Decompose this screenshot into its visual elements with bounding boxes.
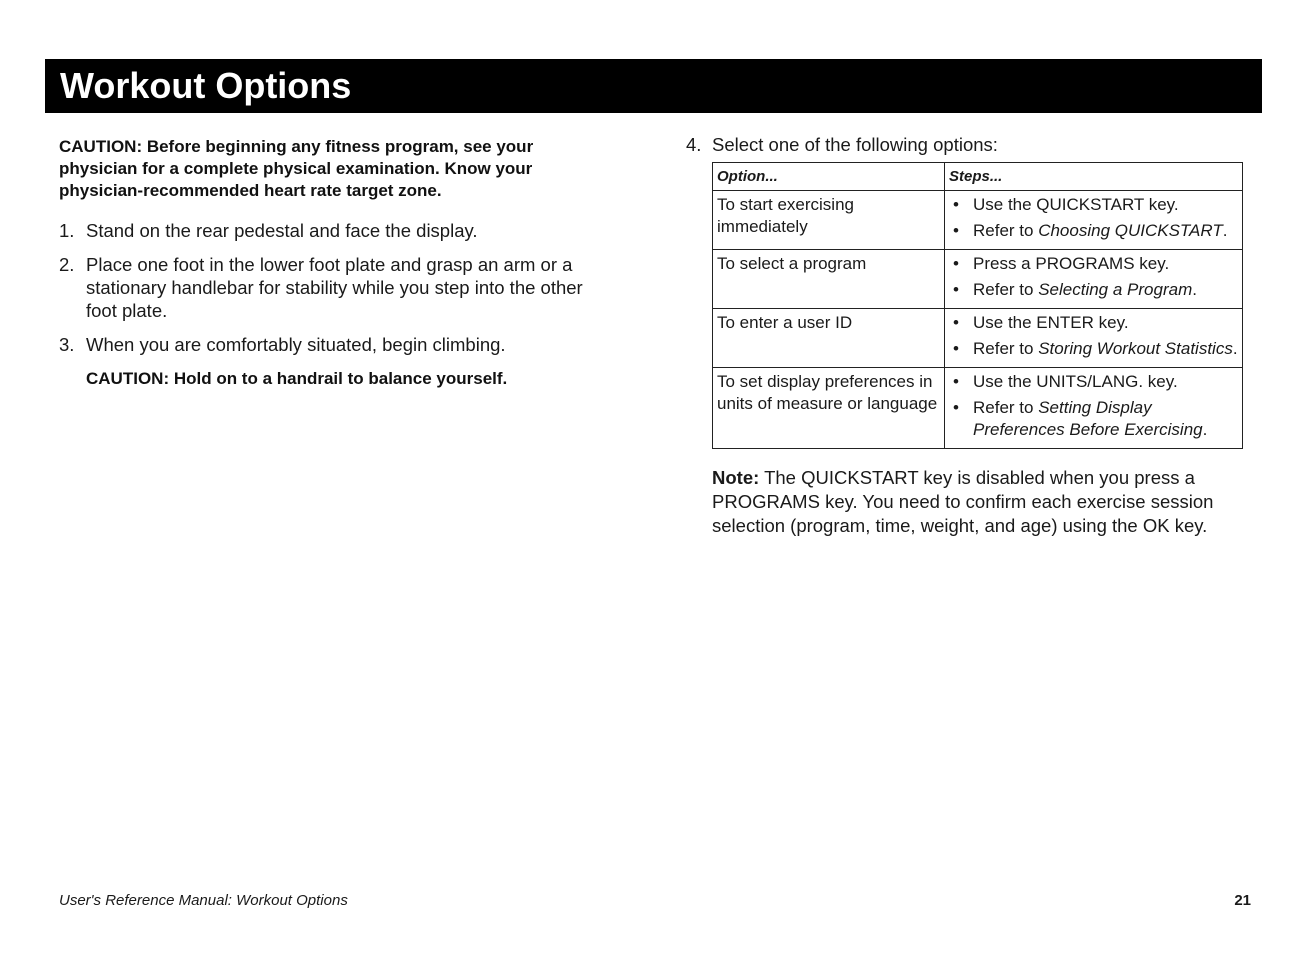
list-item	[949, 397, 1238, 441]
page-number: 21	[1234, 892, 1251, 909]
table-row	[713, 191, 1243, 250]
refer-prefix: Refer to	[973, 221, 1039, 240]
list-item	[949, 371, 1238, 393]
step-number: 2.	[59, 254, 75, 275]
steps-cell	[945, 250, 1243, 309]
bullet-icon: •	[953, 398, 959, 417]
steps-cell	[945, 368, 1243, 449]
footer-manual-title: User's Reference Manual: Workout Options	[59, 892, 348, 909]
steps-cell	[945, 309, 1243, 368]
bullet-icon: •	[953, 372, 959, 391]
note-paragraph	[712, 466, 1246, 538]
right-column	[686, 133, 1246, 538]
option-cell: To select a program	[713, 250, 945, 309]
step-number: 4.	[686, 134, 702, 155]
left-column	[59, 136, 614, 390]
steps-cell	[945, 191, 1243, 250]
refer-suffix: .	[1202, 420, 1208, 439]
options-table	[712, 162, 1243, 449]
table-row	[713, 368, 1243, 449]
refer-suffix: .	[1192, 280, 1197, 299]
title-bar	[45, 59, 1262, 113]
page-title: Workout Options	[60, 65, 352, 106]
bullet-icon: •	[953, 280, 959, 299]
step-text: Place one foot in the lower foot plate and grasp an arm or a stationary handlebar for stability while you step into the other foot plate.	[86, 254, 583, 321]
list-item	[949, 220, 1238, 242]
table-row	[713, 250, 1243, 309]
step-text: When you are comfortably situated, begin climbing.	[86, 334, 506, 355]
header-steps: Steps...	[945, 163, 1243, 191]
step-text: Press a PROGRAMS key.	[973, 254, 1170, 273]
step-text: Select one of the following options:	[712, 134, 998, 155]
refer-prefix: Refer to	[973, 398, 1039, 417]
bullet-icon: •	[953, 313, 959, 332]
steps-list	[59, 219, 614, 356]
list-item	[949, 253, 1238, 275]
refer-suffix: .	[1222, 221, 1228, 240]
note-text: The QUICKSTART key is disabled when you press a PROGRAMS key. You need to confirm each exercise session selection (program, time, weight, and age) using the OK key.	[712, 467, 1214, 536]
list-item	[949, 338, 1238, 360]
step-3	[59, 333, 614, 356]
bullet-icon: •	[953, 221, 959, 240]
list-item	[949, 312, 1238, 334]
cross-reference: Choosing QUICKSTART	[1038, 221, 1223, 240]
cross-reference: Setting Display Preferences Before Exercising	[973, 398, 1203, 439]
step-number: 3.	[59, 334, 75, 355]
step-text: Use the QUICKSTART key.	[973, 195, 1179, 214]
option-cell: To set display preferences in units of measure or language	[713, 368, 945, 449]
bullet-icon: •	[953, 195, 959, 214]
caution-handrail: CAUTION: Hold on to a handrail to balance yourself.	[86, 369, 508, 388]
list-item	[949, 194, 1238, 216]
note-label: Note:	[712, 467, 760, 488]
cross-reference: Storing Workout Statistics	[1038, 339, 1233, 358]
header-option: Option...	[713, 163, 945, 191]
step-text: Stand on the rear pedestal and face the display.	[86, 220, 478, 241]
cross-reference: Selecting a Program	[1038, 280, 1193, 299]
option-cell: To enter a user ID	[713, 309, 945, 368]
step-1	[59, 219, 614, 242]
refer-prefix: Refer to	[973, 280, 1039, 299]
step-text: Use the ENTER key.	[973, 313, 1129, 332]
list-item	[949, 279, 1238, 301]
bullet-icon: •	[953, 339, 959, 358]
step-text: Use the UNITS/LANG. key.	[973, 372, 1178, 391]
step-4	[686, 133, 1246, 156]
refer-prefix: Refer to	[973, 339, 1039, 358]
step-number: 1.	[59, 220, 75, 241]
refer-suffix: .	[1232, 339, 1238, 358]
caution-main: CAUTION: Before beginning any fitness program, see your physician for a complete physical examination. Know your physician-recommended heart rate target zone.	[59, 137, 534, 200]
step-2	[59, 253, 614, 322]
table-row	[713, 309, 1243, 368]
table-header-row	[713, 163, 1243, 191]
option-cell: To start exercising immediately	[713, 191, 945, 250]
bullet-icon: •	[953, 254, 959, 273]
